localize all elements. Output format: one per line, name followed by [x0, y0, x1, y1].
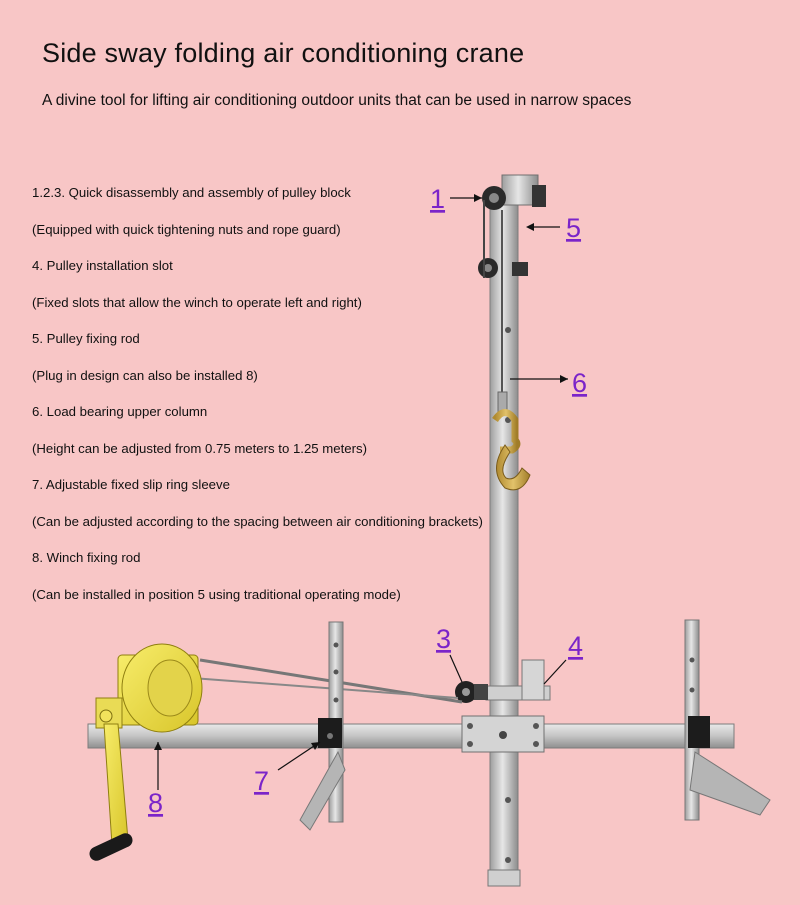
- spec-line-9: 7. Adjustable fixed slip ring sleeve: [32, 477, 230, 492]
- yellow-winch: [87, 644, 202, 863]
- callout-7: 7: [254, 766, 270, 796]
- spec-line-12: (Can be installed in position 5 using traditional operating mode): [32, 586, 401, 602]
- callout-5: 5: [566, 213, 582, 243]
- callout-1: 1: [430, 184, 446, 214]
- callout-3: 3: [436, 624, 452, 654]
- spec-line-10: (Can be adjusted according to the spacing between air conditioning brackets): [32, 513, 483, 529]
- spec-line-7: 6. Load bearing upper column: [32, 404, 208, 419]
- spec-line-1: 1.2.3. Quick disassembly and assembly of pulley block: [32, 185, 351, 200]
- spec-line-8: (Height can be adjusted from 0.75 meters to 1.25 meters): [32, 440, 367, 456]
- callout-8: 8: [148, 788, 164, 818]
- spec-line-11: 8. Winch fixing rod: [32, 550, 141, 565]
- callout-4: 4: [568, 631, 584, 661]
- callout-6: 6: [572, 368, 588, 398]
- spec-line-2: (Equipped with quick tightening nuts and rope guard): [32, 221, 341, 237]
- right-bracket: [685, 620, 770, 820]
- spec-line-6: (Plug in design can also be installed 8): [32, 367, 258, 383]
- page-subtitle: A divine tool for lifting air conditioning outdoor units that can be used in narrow spaces: [42, 92, 632, 109]
- upright-column: [488, 175, 538, 886]
- lower-pulley: [455, 681, 488, 703]
- spec-line-4: (Fixed slots that allow the winch to operate left and right): [32, 294, 362, 310]
- page-title: Side sway folding air conditioning crane: [42, 38, 525, 68]
- spec-line-5: 5. Pulley fixing rod: [32, 331, 140, 346]
- spec-line-3: 4. Pulley installation slot: [32, 258, 173, 273]
